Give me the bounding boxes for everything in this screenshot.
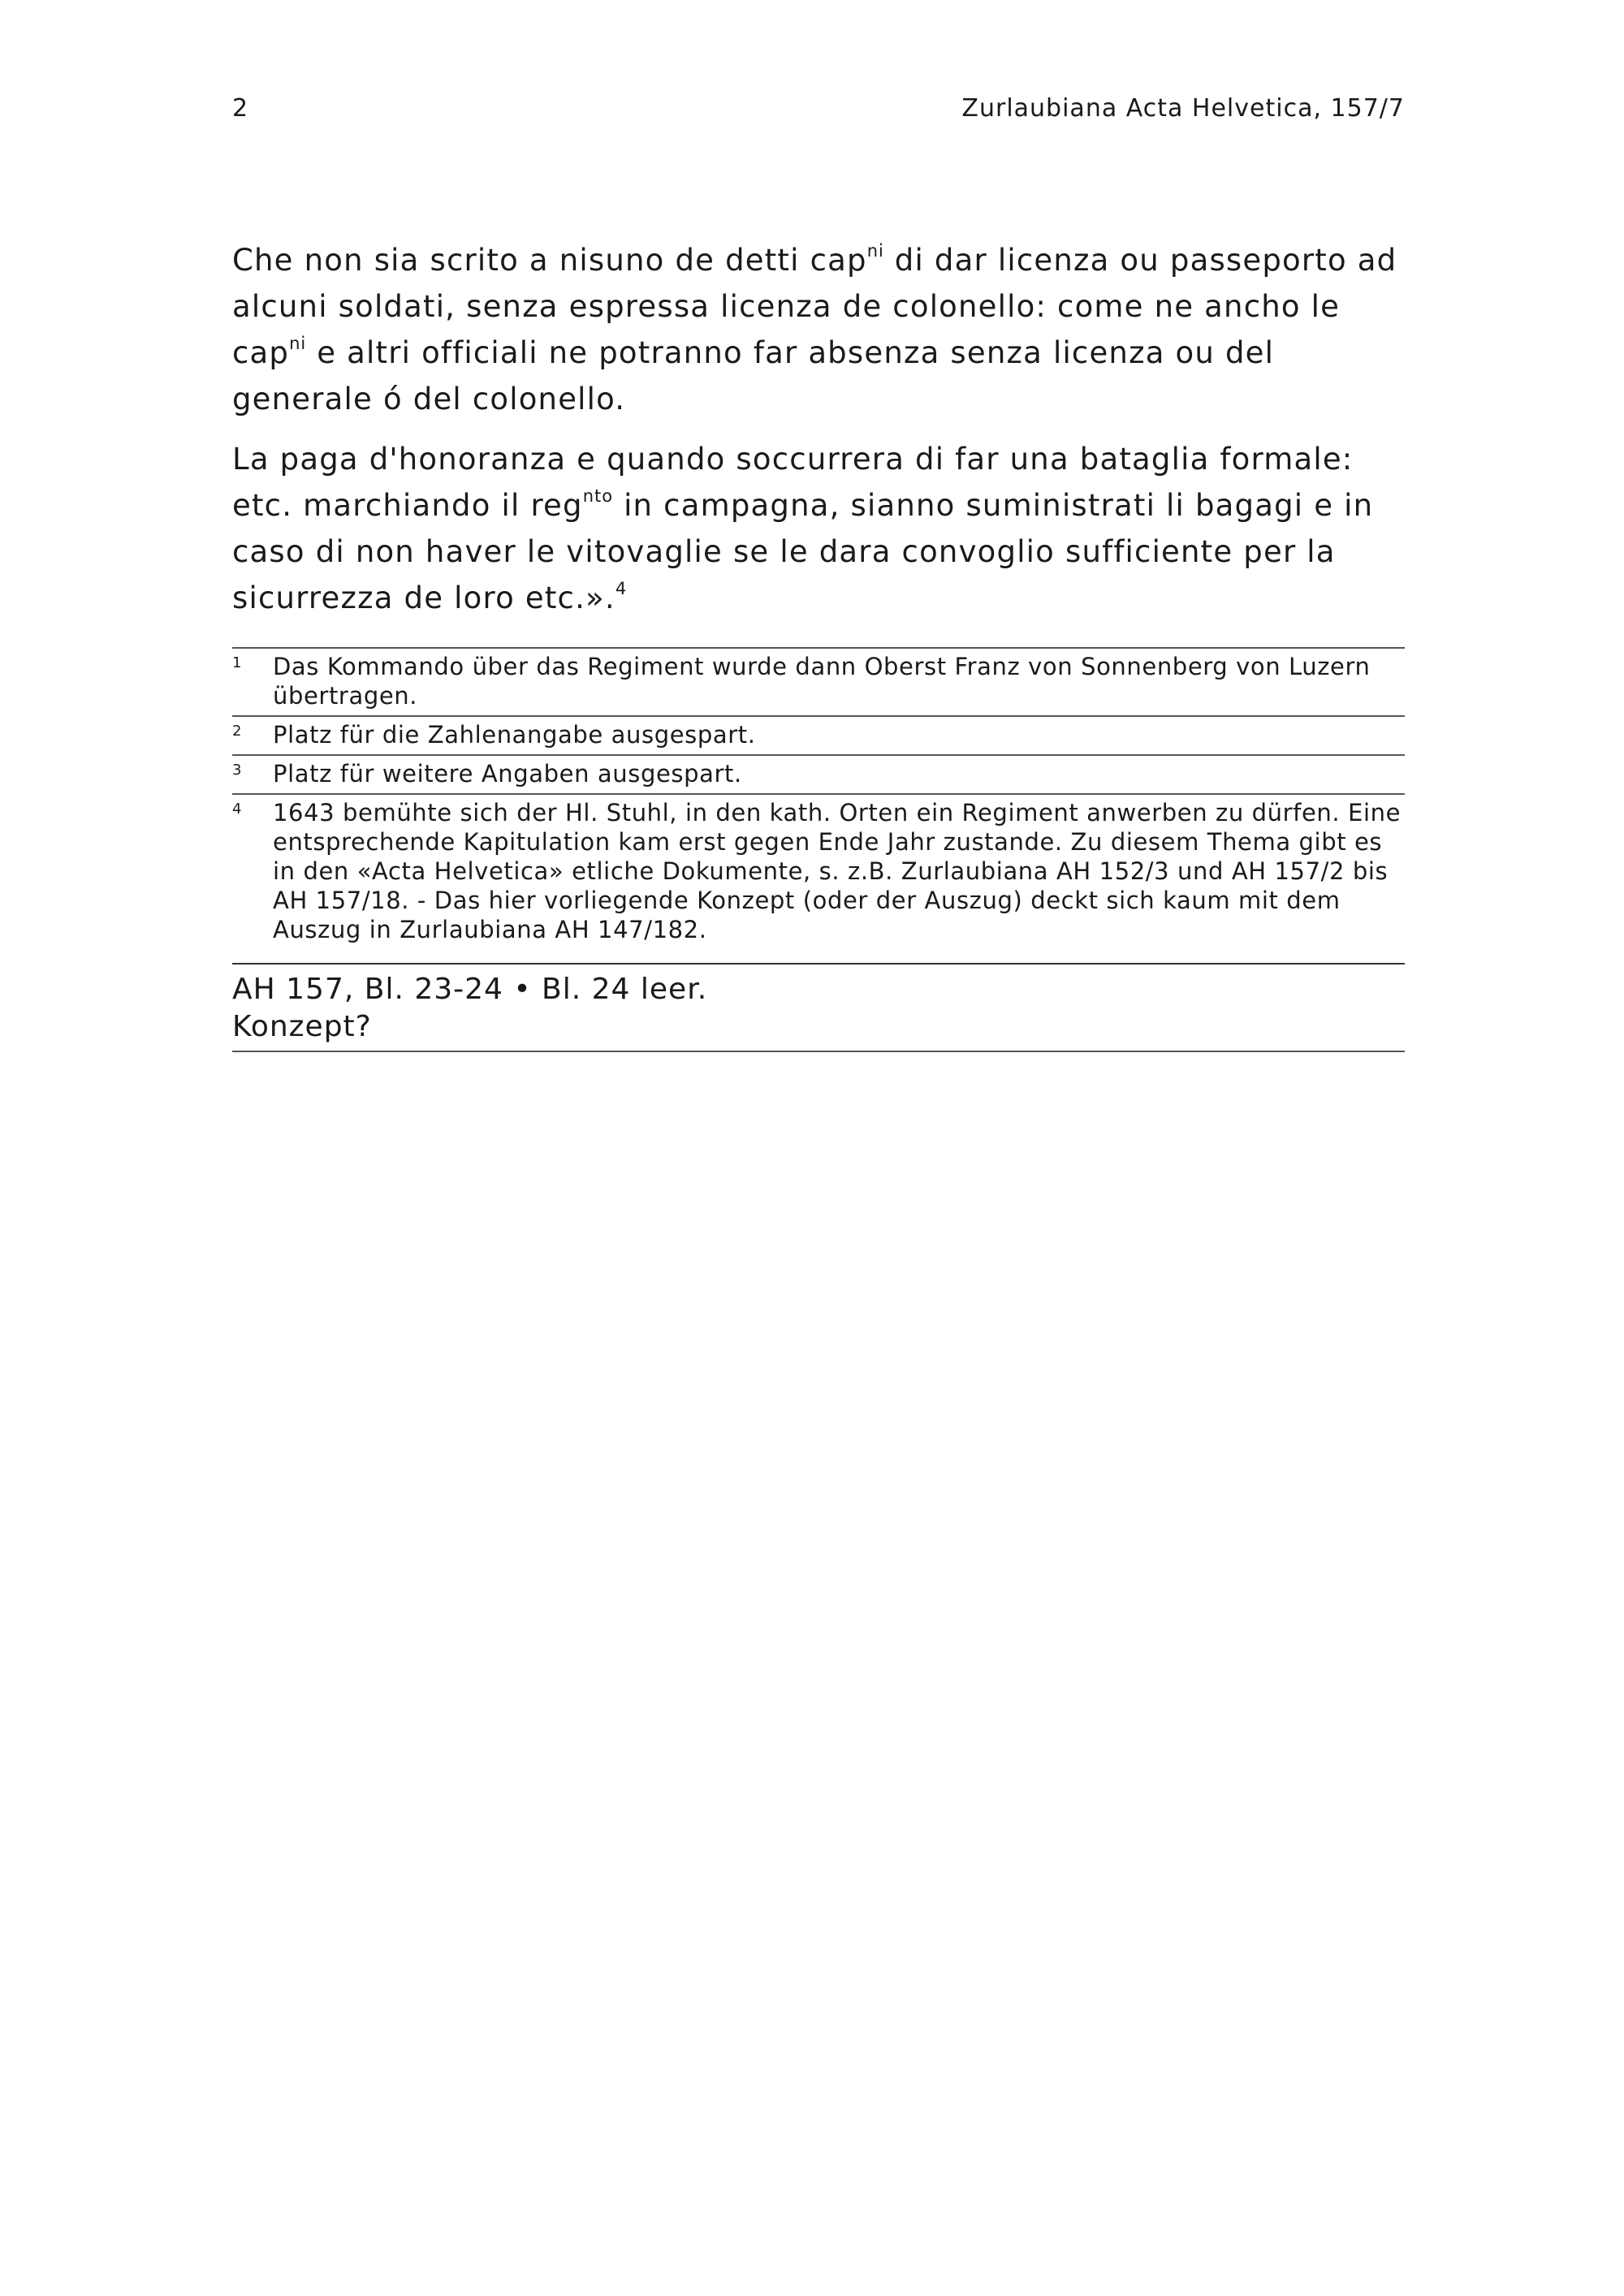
footnote-text: Das Kommando über das Regiment wurde dann Oberst Franz von Sonnenberg von Luzern übertragen. [273,653,1371,710]
source-note: Konzept? [232,1010,372,1043]
footnote-number: 4 [232,801,243,818]
abbrev-superscript: nto [582,486,614,506]
footnote-text: Platz für die Zahlenangabe ausgespart. [273,721,756,749]
footnote-number: 3 [232,762,243,779]
p1-text-a: Che non sia scrito a nisuno de detti cap [232,243,867,278]
footnote-text: 1643 bemühte sich der Hl. Stuhl, in den kath. Orten ein Regiment anwerben zu dürfen. Eine entsprechende Kapitulation kam erst gegen Ende Jahr zustande. Zu diesem Thema gibt es in den «Acta Helvetica» etliche Dokumente, s. z.B. Zurlaubiana AH 152/3 und AH 157/2 bis AH 157/18. - Das hier vorliegende Konzept (oder der Auszug) deckt sich kaum mit dem Auszug in Zurlaubiana AH 147/182. [273,799,1402,943]
p1-text-c: e altri officiali ne potranno far absenza senza licenza ou del generale ó del colonello. [232,335,1275,416]
footnote-text: Platz für weitere Angaben ausgespart. [273,760,742,788]
footnote [232,647,1405,715]
abbrev-superscript: ni [866,241,884,261]
footnote-number: 1 [232,654,243,671]
p2-text-a: La paga d'honoranza e quando soccurrera di far una bataglia formale: etc. marchiando il reg [232,442,1354,523]
paragraph-1 [232,237,1405,422]
footnote [232,793,1405,949]
footnote [232,715,1405,754]
footnotes [232,647,1405,949]
p2-text-b: in campagna, sianno suministrati li bagagi e in caso di non haver le vitovaglie se le dara convoglio sufficiente per la sicurrezza de loro etc.». [232,488,1374,615]
document-body [232,237,1405,635]
footnote-number: 2 [232,723,243,740]
running-head: Zurlaubiana Acta Helvetica, 157/7 [961,94,1405,123]
abbrev-superscript: ni [289,334,307,353]
source-line: AH 157, Bl. 23-24 • Bl. 24 leer. [232,973,708,1006]
p1-text-b: di dar licenza ou passeporto ad alcuni soldati, senza espressa licenza de colonello: come ne ancho le cap [232,243,1397,370]
footnote-reference[interactable]: 4 [615,579,628,598]
paragraph-2 [232,436,1405,621]
footnote [232,754,1405,793]
source-reference [232,963,1405,1052]
page-number: 2 [232,94,249,123]
